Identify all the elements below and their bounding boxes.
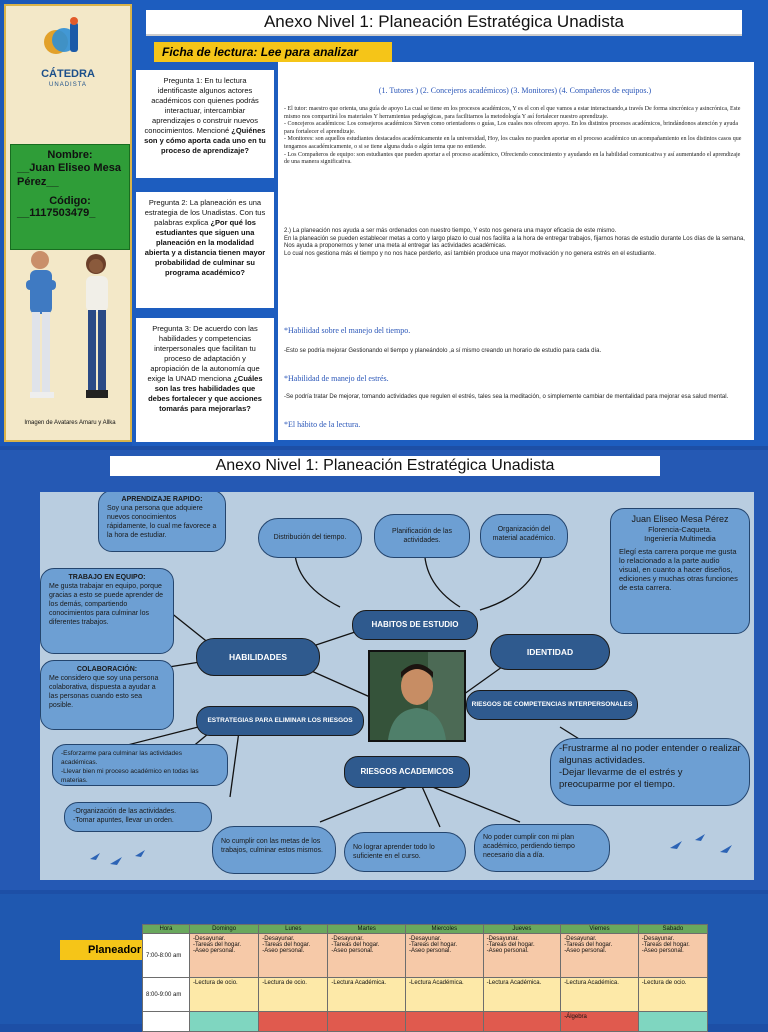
nombre-label: Nombre:	[47, 149, 93, 161]
planeador-label: Planeador	[60, 940, 146, 960]
habilidades-node: HABILIDADES	[196, 638, 320, 676]
perfil-city: Florencia-Caqueta.	[648, 525, 712, 534]
answer-1-line: - Concejeros académicos: Los consejeros académicos Sirven como orientadores o guías, Los cuales nos ofrecen apoyo. En los distintos procesos académicos, brindándonos atención y ayuda para fortalecer el aprendizaje.	[284, 121, 739, 135]
answer-1-line: - El tutor: maestro que orienta, una guía de apoyo La cual se tiene en los procesos académicos, Y es el con el que vamos a estar interactuando,a través De forma sincrónica y asincrónica, Este mismo nos compartirá los materiales Y herramientas pedagógicas, para facilitarnos la metodología Y así fortalecer nuestro aprendizaje.	[284, 106, 741, 120]
question-2-text: Pregunta 2: La planeación es una estrategia de los Unadistas. Con tus palabras explica	[144, 198, 266, 227]
habitos-estudio-node: HABITOS DE ESTUDIO	[352, 610, 478, 640]
question-1	[136, 70, 274, 178]
no-poder-node: No poder cumplir con mi plan académico, perdiendo tiempo necesario día a día.	[474, 824, 610, 872]
planner-header-cell: Viernes	[561, 925, 639, 934]
activity-cell	[190, 1012, 259, 1032]
table-row	[143, 978, 708, 1012]
student-photo	[368, 650, 466, 742]
esforzarme-node: -Esforzarme para culminar las actividades académicas. -Llevar bien mi proceso académico en todas las materias.	[52, 744, 228, 786]
planificacion-node: Planificación de las actividades.	[374, 514, 470, 558]
perfil-name: Juan Eliseo Mesa Pérez	[631, 514, 729, 524]
logo-subtitle: UNADISTA	[49, 82, 87, 88]
question-2	[136, 192, 274, 308]
planner-header-row	[143, 925, 708, 934]
question-1-text: Pregunta 1: En tu lectura identificaste algunos actores académicos con quienes podrás interactuar, intercambiar aprendizajes o construir nuevos conocimientos. Mencioné	[144, 76, 259, 135]
trabajo-title: TRABAJO EN EQUIPO:	[68, 574, 146, 581]
organizacion-material-node: Organización del material académico.	[480, 514, 568, 558]
answer-3-text-2: -Se podría tratar De mejorar, tomando actividades que regulen el estrés, tales sea la meditación, o simplemente cambiar de mentalidad para mejorar esa salud mental.	[284, 394, 729, 400]
activity-cell: -Álgebra	[561, 1012, 639, 1032]
ficha-subtitle: Ficha de lectura: Lee para analizar	[154, 42, 392, 62]
colaboracion-text: Me considero que soy una persona colaborativa, dispuesta a ayudar a las personas cuando esto sea posible.	[49, 675, 159, 709]
question-3-bold: ¿Cuáles son las tres habilidades que debes fortalecer y que acciones tomarás para mejorarlas?	[148, 374, 263, 413]
planner-header-cell: Lunes	[259, 925, 328, 934]
answer-1-heading: (1. Tutores ) (2. Concejeros académicos) (3. Monitores) (4. Compañeros de equipos.)	[378, 86, 652, 95]
student-info-box	[10, 144, 130, 250]
trabajo-text: Me gusta trabajar en equipo, porque gracias a esto se puede aprender de los demás, compartiendo conocimientos para culminar los diferentes trabajos.	[49, 583, 164, 626]
no-lograr-node: No lograr aprender todo lo suficiente en el curso.	[344, 832, 466, 872]
activity-cell	[638, 1012, 707, 1032]
hora-cell	[143, 1012, 190, 1032]
frustrarme-node: -Frustrarme al no poder entender o realizar algunas actividades. -Dejar llevarme de el estrés y preocuparme por el tiempo.	[550, 738, 750, 806]
identidad-node: IDENTIDAD	[490, 634, 610, 670]
answer-3-text-1: -Esto se podría mejorar Gestionando el tiempo y planeándolo ,a sí mismo creando un horario de estudio para cada día.	[284, 348, 602, 354]
perfil-text: Elegí esta carrera porque me gusta lo relacionado a la parte audio visual, en cuanto a hacer diseños, ediciones y muchas otras funciones de esta carrera.	[619, 547, 738, 592]
answer-3-heading-2: *Habilidad de manejo del estrés.	[284, 374, 389, 383]
distribucion-tiempo-node: Distribución del tiempo.	[258, 518, 362, 558]
catedra-logo-icon	[34, 16, 100, 60]
codigo-value: __1117503479_	[17, 207, 96, 219]
activity-cell: -Lectura de ocio.	[638, 978, 707, 1012]
no-cumplir-node: No cumplir con las metas de los trabajos, culminar estos mismos.	[212, 826, 336, 874]
aprendizaje-rapido-node	[98, 492, 226, 552]
table-row	[143, 934, 708, 978]
activity-cell: -Lectura Académica.	[483, 978, 561, 1012]
logo-name: CÁTEDRA	[41, 68, 95, 80]
answer-2-line: En la planeación se pueden establecer metas a corto y largo plazo lo cual nos facilita a la hora de entregar trabajos, fijarnos horas de estudio durante Los días de la semana, Nos ayuda a proponernos y tener una meta al entregar las actividades académicas.	[284, 235, 745, 250]
answer-1-body	[284, 106, 746, 167]
perfil-career: Ingeniería Multimedia	[644, 534, 716, 543]
avatar-caption: Imagen de Avatares Amaru y Allka	[24, 420, 116, 426]
activity-cell: -Desayunar. -Tareas del hogar. -Aseo personal.	[561, 934, 639, 978]
activity-cell: -Desayunar. -Tareas del hogar. -Aseo personal.	[483, 934, 561, 978]
organizacion-actividades-node: -Organización de las actividades. -Tomar apuntes, llevar un orden.	[64, 802, 212, 832]
aprendizaje-title: APRENDIZAJE RAPIDO:	[121, 496, 203, 503]
planner-header-cell: Martes	[328, 925, 406, 934]
slide1-title: Anexo Nivel 1: Planeación Estratégica Unadista	[146, 10, 742, 36]
planner-header-cell: Miercoles	[406, 925, 484, 934]
nombre-value: __Juan Eliseo Mesa Pérez__	[17, 162, 121, 188]
avatars-image	[12, 246, 126, 416]
activity-cell: -Desayunar. -Tareas del hogar. -Aseo personal.	[638, 934, 707, 978]
student-card	[4, 4, 132, 442]
activity-cell	[483, 1012, 561, 1032]
activity-cell: -Lectura Académica.	[561, 978, 639, 1012]
answer-3-heading-3: *El hábito de la lectura.	[284, 420, 361, 429]
activity-cell	[406, 1012, 484, 1032]
planner-header-cell: Domingo	[190, 925, 259, 934]
answer-1-line: - Monitores: son aquellos estudiantes destacados académicamente en la universidad, Hoy, los cuales no pueden aportar en el proceso académico un acompañamiento en los distintos casos que tengamos aacadémicamente, o si se tiene alguna duda o algún tema que no entiende.	[284, 136, 742, 150]
birds-decoration-icon	[660, 830, 750, 860]
answer-2-body	[284, 228, 746, 258]
answer-1-line: - Los Compañeros de equipo: son estudiantes que pueden aportar a el proceso académico, Ofreciendo conocimiento y ayudando en la habilidad comunicativa y así aumentando el aprendizaje de una manera significativa.	[284, 151, 741, 166]
answer-2-line: 2.) La planeación nos ayuda a ser más ordenados con nuestro tiempo, Y esto nos genera una mayor eficacia de este mismo.	[284, 228, 617, 234]
planner-header-cell: Sabado	[638, 925, 707, 934]
estrategias-node: ESTRATEGIAS PARA ELIMINAR LOS RIESGOS	[196, 706, 364, 736]
planner-header-cell: Hora	[143, 925, 190, 934]
question-3-text: Pregunta 3: De acuerdo con las habilidades y competencias interpersonales que facilitan tu proceso de adaptación y apropiación de la autonomía que exige la UNAD menciona	[147, 324, 260, 383]
riesgos-competencias-node: RIESGOS DE COMPETENCIAS INTERPERSONALES	[466, 690, 638, 720]
activity-cell	[259, 1012, 328, 1032]
planner-table	[142, 924, 708, 1032]
colaboracion-title: COLABORACIÓN:	[76, 666, 138, 673]
colaboracion-node	[40, 660, 174, 730]
question-3	[136, 318, 274, 442]
perfil-node	[610, 508, 750, 634]
answer-2-line: Lo cual nos gestiona más el tiempo y no nos hace perderlo, así también produce una mayor motivación y no genera estrés en el estudiante.	[284, 250, 656, 257]
activity-cell	[328, 1012, 406, 1032]
hora-cell: 7:00-8:00 am	[143, 934, 190, 978]
answer-3-heading-1: *Habilidad sobre el manejo del tiempo.	[284, 326, 411, 335]
question-2-bold: ¿Por qué los estudiantes que siguen una planeación en la modalidad abierta y a distancia tienen mayor probabilidad de culminar su programa académico?	[144, 218, 266, 277]
activity-cell: -Lectura de ocio.	[190, 978, 259, 1012]
activity-cell: -Lectura de ocio.	[259, 978, 328, 1012]
question-1-bold: ¿Quiénes son y cómo aporta cada uno en tu proceso de aprendizaje?	[144, 126, 266, 155]
activity-cell: -Lectura Académica.	[406, 978, 484, 1012]
hora-cell: 8:00-9:00 am	[143, 978, 190, 1012]
answers-panel	[278, 62, 754, 440]
riesgos-academicos-node: RIESGOS ACADEMICOS	[344, 756, 470, 788]
slide2-title: Anexo Nivel 1: Planeación Estratégica Unadista	[110, 456, 660, 476]
aprendizaje-text: Soy una persona que adquiere nuevos conocimientos rápidamente, lo cual me favorece a la hora de estudiar.	[107, 505, 217, 539]
table-row	[143, 1012, 708, 1032]
activity-cell: -Lectura Académica.	[328, 978, 406, 1012]
mind-map	[40, 492, 754, 880]
activity-cell: -Desayunar. -Tareas del hogar. -Aseo personal.	[328, 934, 406, 978]
planner-header-cell: Jueves	[483, 925, 561, 934]
weekly-planner	[142, 924, 708, 1032]
codigo-label: Código:	[49, 195, 91, 207]
activity-cell: -Desayunar. -Tareas del hogar. -Aseo personal.	[406, 934, 484, 978]
birds-decoration-icon	[80, 844, 170, 874]
activity-cell: -Desayunar. -Tareas del hogar. -Aseo personal.	[190, 934, 259, 978]
trabajo-equipo-node	[40, 568, 174, 654]
activity-cell: -Desayunar. -Tareas del hogar. -Aseo personal.	[259, 934, 328, 978]
